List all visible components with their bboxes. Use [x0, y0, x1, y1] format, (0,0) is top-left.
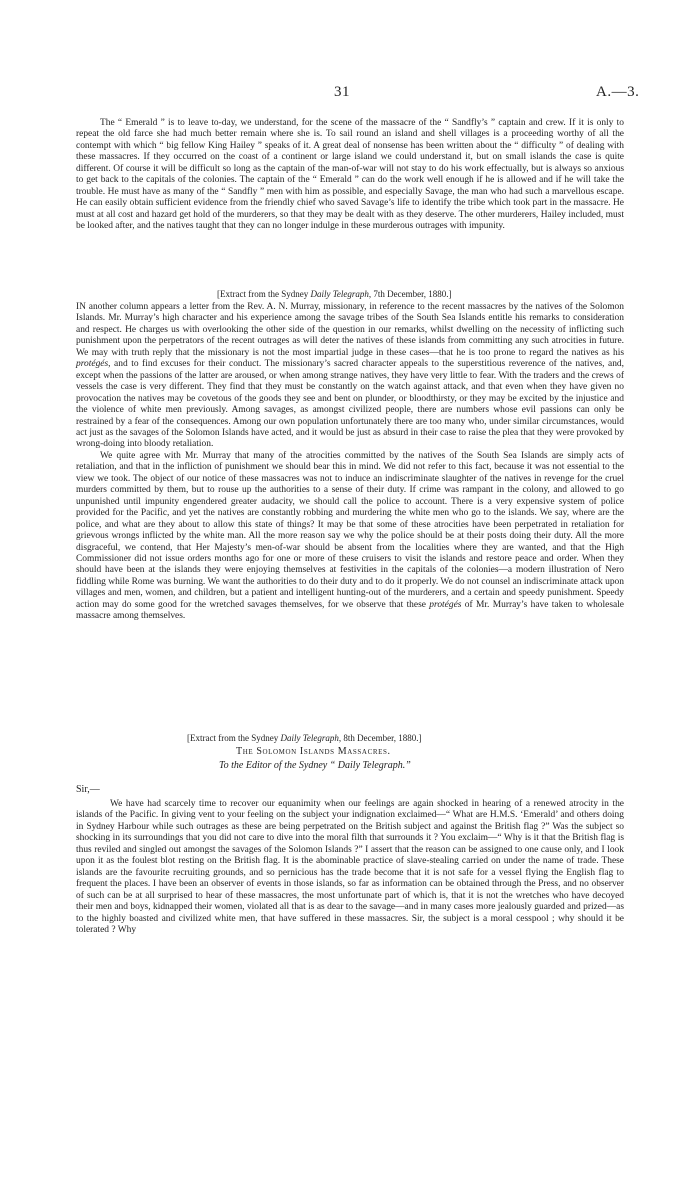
paragraph-text: The “ Emerald ” is to leave to-day, we understand, for the scene of the massacre of the “ Sandfly’s ” captain and crew. If it is only to repeat the old farce she had much better remain where she is. To sail round an island and shell villages is a proceeding worthy of all the contempt with which “ big fellow King Hailey ” speaks of it. A great deal of nonsense has been written about the “ difficulty ” of dealing with these massacres. If they occurred on the coast of a continent or large island we could understand it, but on small islands the case is quite different. Of course it will be difficult so long as the captain of the man-of-war will not stay to do his work effectually, but is always so anxious to get back to the capitals of the colonies. The captain of the “ Emerald ” can do the work well enough if he is allowed and if he will take the trouble. He must have as many of the “ Sandfly ” men with him as possible, and especially Savage, the man who had such a marvellous escape. He can easily obtain sufficient evidence from the friendly chief who saved Savage’s life to identify the tribe which took part in the massacre. He must at all cost and hazard get hold of the murderers, so that they may be dealt with as they deserve. The other murderers, Hailey included, must be looked after, and the natives taught that they can no longer indulge in these murderous outrages with impunity. [76, 118, 624, 232]
paragraph-text: IN another column appears a letter from the Rev. A. N. Murray, missionary, in reference to the recent massacres by the natives of the Solomon Islands. Mr. Murray’s high character and his experience among the savage tribes of the South Sea Islands entitle his remarks to consideration and respect. He charges us with overlooking the other side of the question in our remarks, whilst dwelling on the necessity of inflicting such punishment upon the perpetrators of the recent outrages as will deter the natives of these islands from committing any such atrocities in future. We may with truth reply that the missionary is not the most impartial judge in these cases—that he is too prone to regard the natives as his [76, 302, 624, 358]
article-editorial [76, 302, 624, 623]
paragraph-text: of Mr. Murray’s have taken to wholesale massacre among themselves. [76, 599, 624, 622]
extract-caption-8th-december [187, 733, 422, 744]
page-number: 31 [334, 84, 350, 100]
salutation: Sir,— [76, 784, 100, 795]
paragraph-murray [76, 302, 624, 451]
paragraph-text: We quite agree with Mr. Murray that many of the atrocities committed by the natives of the South Sea Islands are simply acts of retaliation, and that in the infliction of punishment we should bear this in mind. We did not refer to this fact, because it was not essential to the view we took. The object of our notice of these massacres was not to induce an indiscriminate slaughter of the natives in revenge for the cruel murders committed by them, but to rouse up the authorities to a sense of their duty. If crime was rampant in the colony, and allowed to go unpunished until impunity engendered greater audacity, we should call the police to account. There is a very expensive system of police provided for the Pacific, and yet the natives are constantly robbing and murdering the white men who go to the islands. We say, where are the police, and what are they about to allow this state of things? It may be that some of these atrocities have been perpetrated in retaliation for grievous wrongs inflicted by the white man. All the more reason say we why the police should be at their posts doing their duty. All the more disgraceful, we contend, that Her Majesty’s men-of-war should be absent from the localities where they are wanted, and that the High Commissioner did not issue orders months ago for one or more of these cruisers to visit the islands and restore peace and order. When they should have been at the islands they were enjoying themselves at festivities in the capitals of the colonies—a modern illustration of Nero fiddling while Rome was burning. We want the authorities to do their duty and to do it properly. We do not counsel an indiscriminate attack upon villages and men, women, and children, but a patient and intelligent hunting-out of the murderers, and a certain and speedy punishment. Speedy action may do some good for the wretched savages themselves, for we observe that these [76, 450, 624, 610]
paragraph-emerald [76, 118, 624, 233]
paragraph-letter: We have had scarcely time to recover our equanimity when our feelings are again shocked in hearing of a renewed atrocity in the islands of the Pacific. In giving vent to your feeling on the subject your indignation exclaimed—“ What are H.M.S. ‘Emerald’ and others doing in Sydney Harbour while such outrages as these are being perpetrated on the British subject and against the British flag ?” Was the subject so shocking in its surroundings that you did not care to dive into the moral filth that surrounds it ? You exclaim—“ Why is it that the British flag is thus reviled and singled out amongst the savages of the Solomon Islands ?” I assert that the reason can be assigned to one cause only, and I look upon it as the foulest blot resting on the British flag. It is the abominable practice of slave-stealing carried on under the name of trade. These islands are the favourite recruiting grounds, and so pernicious has the trade become that it is not safe for a vessel flying the English flag to frequent the places. I have been an observer of events in those islands, so far as information can be obtained through the Press, and no observer of such can be at all surprised to hear of these massacres, the most unfortunate part of which is, that it is not the wretches who have decoyed their men and boys, kidnapped their women, violated all that is as dear to the savage—and in many cases more jealously guarded and prized—as to the highly boasted and civilized white men, that have suffered in these massacres. Sir, the subject is a moral cesspool ; why should it be tolerated ? Why [76, 799, 624, 935]
article-subheading: To the Editor of the Sydney “ Daily Telegraph.” [219, 760, 411, 771]
paragraph-text: , and to find excuses for their conduct. The missionary’s sacred character appeals to the superstitious reverence of the natives, and, except when the passions of the latter are aroused, or when among strange natives, they have very little to fear. With the traders and the crews of vessels the case is very different. They find that they must be constantly on the watch against attack, and that even when they have given no provocation the natives may be covetous of the goods they see and bent on plunder, or bloodthirsty, or they may be excited by the injustice and the violence of white men previously. Among savages, as amongst civilized people, there are numbers whose evil passions can only be restrained by a fear of the consequences. Among our own population unfortunately there are too many who, under similar circumstances, would act just as the savages of the Solomon Islands have acted, and it would be just as absurd in their case to raise the plea that they were provoked by wrong-doing into bloody retaliation. [76, 359, 624, 450]
caption-prefix: [Extract from the Sydney [187, 733, 281, 743]
letter-body [76, 799, 624, 936]
page-reference: A.—3. [596, 84, 640, 100]
extract-caption-7th-december [217, 289, 452, 300]
paragraph-retaliation [76, 451, 624, 623]
italic-word: protégés [429, 599, 462, 610]
italic-word: protégés [76, 359, 109, 370]
article-heading: The Solomon Islands Massacres. [236, 746, 391, 757]
caption-prefix: [Extract from the Sydney [217, 289, 311, 299]
caption-suffix: , 8th December, 1880.] [338, 733, 422, 743]
newspaper-name: Daily Telegraph [310, 289, 369, 299]
newspaper-name: Daily Telegraph [280, 733, 339, 743]
caption-suffix: , 7th December, 1880.] [368, 289, 452, 299]
